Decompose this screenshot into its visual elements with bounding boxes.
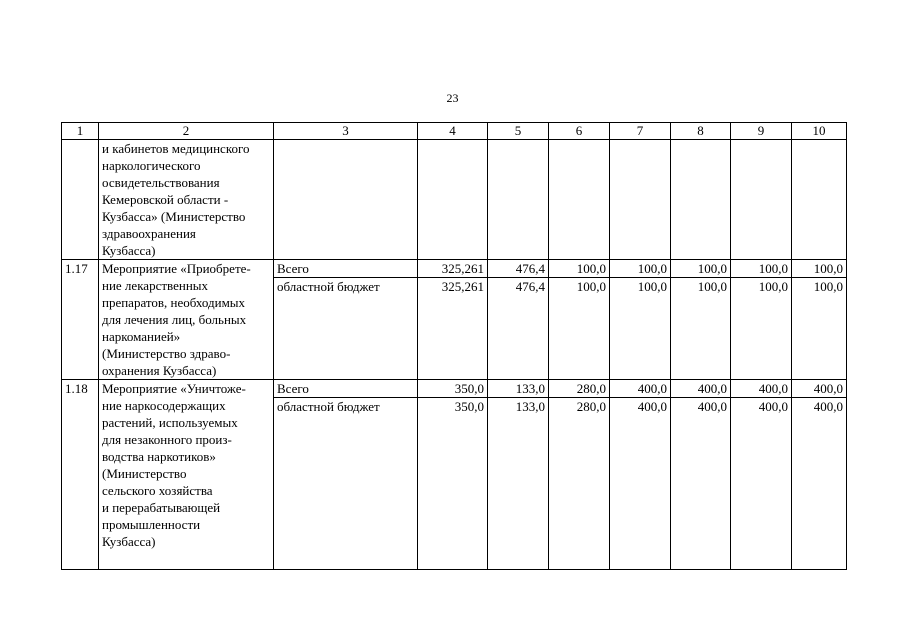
table-cell: [418, 140, 488, 260]
value-cell: 476,4: [488, 260, 549, 278]
description-line: и перерабатывающей: [102, 500, 221, 515]
description-line: (Министерство здраво-: [102, 346, 231, 361]
measure-description: [99, 140, 274, 260]
description-line: (Министерство: [102, 466, 187, 481]
value-cell: 400,0: [792, 398, 847, 570]
funding-source: областной бюджет: [274, 278, 418, 380]
description-line: для незаконного произ-: [102, 432, 232, 447]
column-header: 4: [418, 123, 488, 140]
description-line: Кузбасса): [102, 534, 156, 549]
value-cell: 100,0: [610, 278, 671, 380]
value-cell: 100,0: [792, 278, 847, 380]
description-line: Кузбасса): [102, 243, 156, 258]
description-line: ние лекарственных: [102, 278, 209, 293]
description-line: наркологического: [102, 158, 201, 173]
funding-source: областной бюджет: [274, 398, 418, 570]
measure-code: 1.17: [62, 260, 99, 380]
value-cell: 100,0: [792, 260, 847, 278]
value-cell: 100,0: [549, 278, 610, 380]
funding-source: Всего: [274, 380, 418, 398]
table-cell: [274, 140, 418, 260]
column-header: 3: [274, 123, 418, 140]
description-line: освидетельствования: [102, 175, 220, 190]
value-cell: 350,0: [418, 380, 488, 398]
description-line: здравоохранения: [102, 226, 196, 241]
description-line: наркоманией»: [102, 329, 181, 344]
value-cell: 100,0: [671, 278, 731, 380]
value-cell: 133,0: [488, 380, 549, 398]
column-header: 2: [99, 123, 274, 140]
value-cell: 400,0: [731, 398, 792, 570]
description-line: Кузбасса» (Министерство: [102, 209, 246, 224]
value-cell: 400,0: [610, 380, 671, 398]
measure-code: 1.18: [62, 380, 99, 570]
page-number: 23: [446, 91, 459, 105]
value-cell: 400,0: [610, 398, 671, 570]
description-line: сельского хозяйства: [102, 483, 213, 498]
table-cell: [792, 140, 847, 260]
value-cell: 100,0: [731, 260, 792, 278]
description-line: для лечения лиц, больных: [102, 312, 247, 327]
measure-description: [99, 260, 274, 380]
value-cell: 325,261: [418, 278, 488, 380]
column-header: 9: [731, 123, 792, 140]
table-cell: [62, 140, 99, 260]
value-cell: 400,0: [731, 380, 792, 398]
column-header: 1: [62, 123, 99, 140]
table-row-1-18: [62, 380, 847, 398]
column-header: 7: [610, 123, 671, 140]
value-cell: 133,0: [488, 398, 549, 570]
value-cell: 100,0: [610, 260, 671, 278]
column-header: 8: [671, 123, 731, 140]
value-cell: 100,0: [671, 260, 731, 278]
table-cell: [610, 140, 671, 260]
value-cell: 476,4: [488, 278, 549, 380]
table-row-continuation: [62, 140, 847, 260]
description-line: Мероприятие «Приобрете-: [102, 261, 251, 276]
value-cell: 100,0: [549, 260, 610, 278]
table-header-row: [62, 123, 847, 140]
program-table: [61, 122, 847, 570]
column-header: 6: [549, 123, 610, 140]
description-line: промышленности: [102, 517, 201, 532]
table-cell: [549, 140, 610, 260]
value-cell: 400,0: [671, 380, 731, 398]
value-cell: 325,261: [418, 260, 488, 278]
value-cell: 280,0: [549, 398, 610, 570]
column-header: 10: [792, 123, 847, 140]
value-cell: 280,0: [549, 380, 610, 398]
table-row-1-17: [62, 260, 847, 278]
value-cell: 350,0: [418, 398, 488, 570]
value-cell: 100,0: [731, 278, 792, 380]
value-cell: 400,0: [792, 380, 847, 398]
column-header: 5: [488, 123, 549, 140]
description-line: ние наркосодержащих: [102, 398, 226, 413]
description-line: охранения Кузбасса): [102, 363, 217, 378]
table-cell: [488, 140, 549, 260]
value-cell: 400,0: [671, 398, 731, 570]
description-line: водства наркотиков»: [102, 449, 216, 464]
description-line: Кемеровской области -: [102, 192, 229, 207]
table-cell: [731, 140, 792, 260]
description-line: растений, используемых: [102, 415, 238, 430]
table-cell: [671, 140, 731, 260]
description-line: и кабинетов медицинского: [102, 141, 250, 156]
measure-description: [99, 380, 274, 570]
description-line: Мероприятие «Уничтоже-: [102, 381, 246, 396]
description-line: препаратов, необходимых: [102, 295, 246, 310]
funding-source: Всего: [274, 260, 418, 278]
